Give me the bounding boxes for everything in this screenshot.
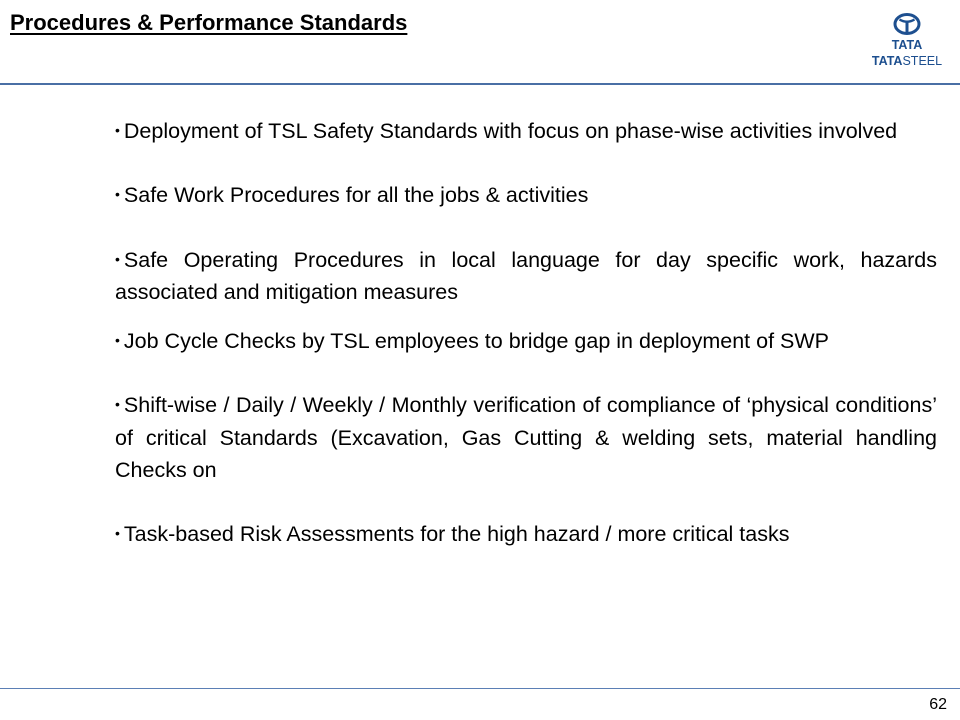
bullet-item [115,325,937,357]
bullet-dot: • [115,186,120,203]
footer-divider [0,688,960,689]
bullet-text: Safe Work Procedures for all the jobs & activities [123,183,589,208]
bullet-dot: • [115,332,120,348]
bullet-dot: • [115,122,120,138]
bullet-text: Deployment of TSL Safety Standards with focus on phase-wise activities involved [123,119,898,143]
bullet-dot: • [115,396,120,413]
bullet-item [115,389,937,486]
bullet-dot: • [115,250,120,267]
bullet-text: Safe Operating Procedures in local language for day specific work, hazards associated and mitigation measures [115,247,937,304]
header-divider [0,83,960,85]
bullet-text: Job Cycle Checks by TSL employees to bridge gap in deployment of SWP [123,329,829,353]
logo-line2-suffix: STEEL [902,54,943,68]
bullet-item [115,518,937,550]
tata-emblem-icon [862,12,952,70]
page-number: 62 [929,696,947,713]
svg-text:TATASTEEL [872,54,942,68]
bullet-dot: • [115,525,120,541]
logo-line2-brand: TATA [871,54,903,68]
logo-line1: TATA [891,38,923,52]
slide-title: Procedures & Performance Standards [10,10,408,35]
bullet-list [115,115,937,550]
bullet-text: Task-based Risk Assessments for the high hazard / more critical tasks [123,522,790,546]
bullet-item [115,244,937,309]
bullet-text: Shift-wise / Daily / Weekly / Monthly verification of compliance of ‘physical conditions’ of critical Standards (Excavation, Gas Cutting & welding sets, material handling Checks on [115,393,937,482]
bullet-item [115,115,937,147]
bullet-item [115,179,937,211]
tata-steel-logo [862,12,952,70]
